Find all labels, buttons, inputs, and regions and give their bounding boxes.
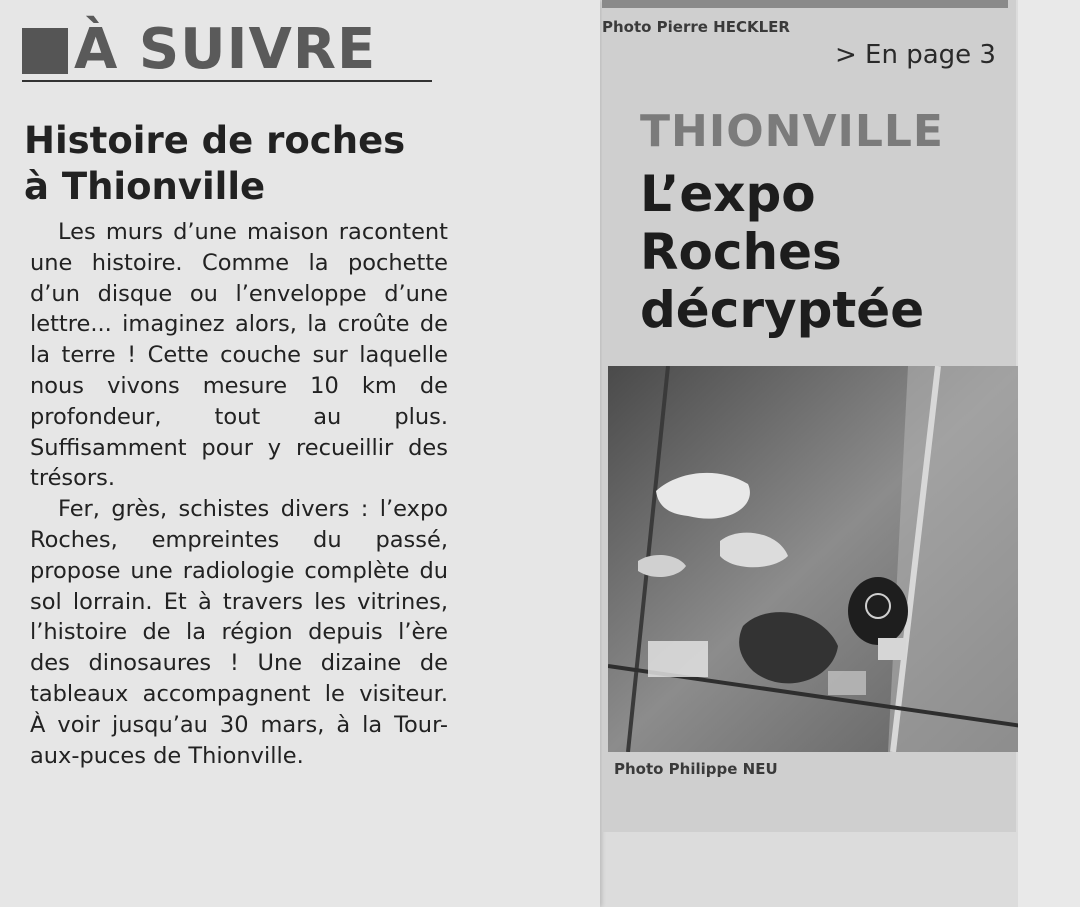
article-headline [24,118,444,210]
photo-credit-top: Photo Pierre HECKLER [602,18,790,36]
kicker-label: À SUIVRE [74,17,377,82]
section-title: THIONVILLE [640,106,944,157]
teaser-line-1: L’expo [640,165,816,223]
clipping-top-edge [602,0,1008,8]
article-body [30,217,448,771]
headline-line-1: Histoire de roches [24,119,406,162]
teaser-line-3: décryptée [640,281,925,339]
photo-credit-bottom: Photo Philippe NEU [614,760,778,778]
exhibition-photo-image [608,366,1022,752]
exhibition-photo [608,366,1022,752]
teaser-line-2: Roches [640,223,842,281]
right-clipping [602,0,1016,832]
teaser-headline [640,165,1000,339]
article-paragraph-1: Les murs d’une maison racontent une histoire. Comme la pochette d’un disque ou l’enveloppe d’une lettre... imaginez alors, la croûte de la terre ! Cette couche sur laquelle nous vivons mesure 10 km de profondeur, tout au plus. Suffisamment pour y recueillir des trésors. [30,219,448,492]
kicker-band [22,14,432,82]
article-paragraph-2: Fer, grès, schistes divers : l’expo Roches, empreintes du passé, propose une radiologie complète du sol lorrain. Et à travers les vitrines, l’histoire de la région depuis l’ère des dinosaures ! Une dizaine de tableaux accompagnent le visiteur. À voir jusqu’au 30 mars, à la Tour-aux-puces de Thionville. [30,496,448,769]
see-page-reference: > En page 3 [835,40,996,70]
headline-line-2: à Thionville [24,165,266,208]
kicker-square-icon [22,28,68,74]
page-fold-strip [1018,0,1080,907]
